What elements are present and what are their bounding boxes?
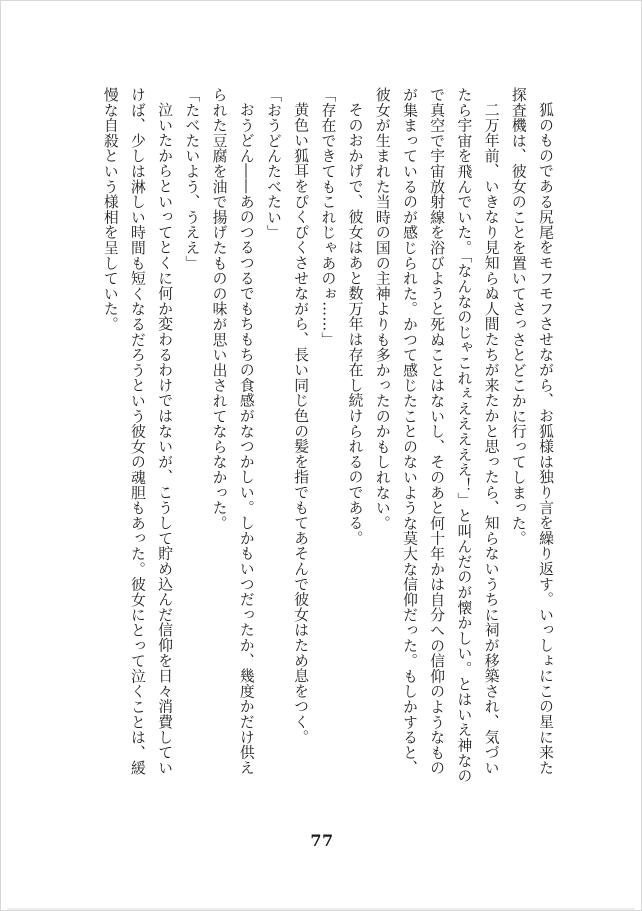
paragraph-2: 二万年前、いきなり見知らぬ人間たちが来たかと思ったら、知らないうちに祠が移築され、気づいたら宇宙を飛んでいた。「なんなのじゃこれぇえええええ！」と叫んだのが懐かしい。とはいえ神なので真空で宇宙放射線を浴びようと死ぬことはないし、そのあと何十年かは自分への信仰のようなものが集まっているのが感じられた。かつて感じたことのないような莫大な信仰だった。もしかすると、彼女が生まれた当時の国の主神よりも多かったのかもしれない。 (373, 87, 500, 784)
page-bottom-edge (7, 908, 635, 910)
dialogue-2: 「おうどんたべたい」 (264, 87, 282, 240)
paragraph-3: そのおかげで、彼女はあと数万年は存在し続けられるのである。 (346, 101, 364, 546)
paragraph-5: おうどん――あのつるつるでもちもちの食感がなつかしい。しかもいつだったか、幾度かだけ供えられた豆腐を油で揚げたものの味が思い出されてならなかった。 (210, 87, 255, 775)
paragraph-6: 泣いたからといってとくに何か変わるわけではないが、こうして貯め込んだ信仰を日々消費していけば、少しは淋しい時間も短くなるだろうという彼女の魂胆もあった。彼女にとって泣くことは、緩慢な自殺という様相を呈していた。 (101, 87, 174, 776)
paragraph-1: 狐のものである尻尾をモフモフさせながら、お狐様は独り言を繰り返す。いっしょにこの星に来た探査機は、彼女のことを置いてさっさとどこかに行ってしまった。 (509, 87, 554, 775)
dialogue-3: 「たべたいよう、うええ」 (183, 87, 201, 271)
page-number: 77 (310, 831, 334, 850)
vertical-text-body (79, 87, 559, 787)
dialogue-1: 「存在できてもこれじゃあのぉ……」 (319, 87, 337, 348)
paragraph-4: 黄色い狐耳をぴくぴくさせながら、長い同じ色の髪を指でもてあそんで彼女はため息をつく。 (292, 101, 310, 745)
